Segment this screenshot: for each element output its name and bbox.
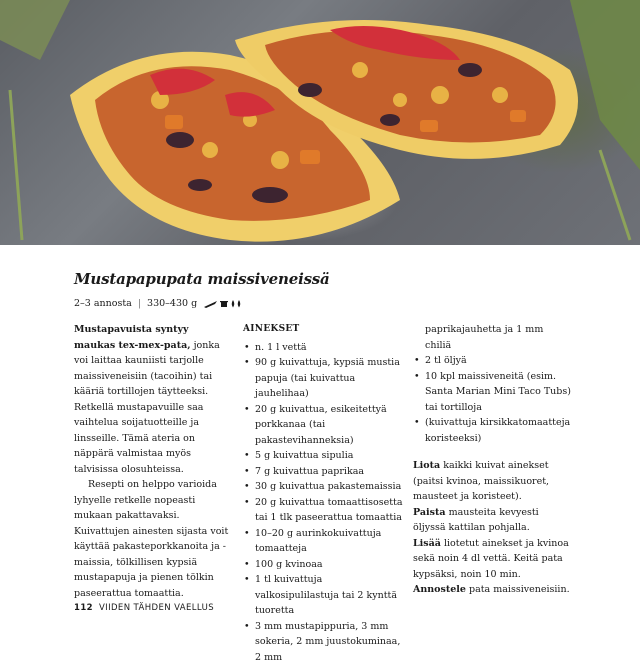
ingredient-item: • 1 tl kuivattuja valkosipulilastuja tai 2 kynttä tuoretta (243, 572, 403, 619)
step-verb: Paista (413, 507, 446, 518)
page-number: 112 (74, 603, 93, 613)
pot-icon (220, 300, 228, 308)
page-footer (74, 603, 214, 613)
step-verb: Lisää (413, 538, 441, 549)
ingredients-column (243, 322, 403, 665)
method-step (413, 505, 571, 536)
step-text: mausteita kevyesti öljyssä kattilan pohjalla. (413, 507, 539, 534)
step-text: kaikki kuivat ainekset (paitsi kvinoa, maissikuoret, mausteet ja koristeet). (413, 460, 549, 502)
ingredient-continuation: paprikajauhetta ja 1 mm chiliä (413, 322, 571, 353)
weight: 330–430 g (147, 298, 197, 309)
separator: | (136, 298, 143, 309)
ingredient-list-continued (413, 322, 571, 446)
ingredient-item: • 30 g kuivattua pakastemaissia (243, 479, 403, 495)
ingredient-item: • (kuivattuja kirsikkatomaatteja koristeeksi) (413, 415, 571, 446)
intro-text: jonka voi laittaa kauniisti tarjolle maissiveneisiin (tacoihin) tai kääriä tortillojen täytteeksi. Retkellä mustapavuille saa vaihtelua soijatuotteille ja linsseille. Tämä ateria on näppärä valmistaa myös talvisissa olosuhteissa. (74, 340, 220, 475)
recipe-photo (0, 0, 640, 245)
ingredient-item: • 3 mm mustapippuria, 3 mm sokeria, 2 mm juustokuminaa, 2 mm (243, 619, 403, 665)
book-title: VIIDEN TÄHDEN VAELLUS (99, 603, 214, 613)
ingredient-item: • 2 tl öljyä (413, 353, 571, 369)
ingredient-item: • 100 g kvinoaa (243, 557, 403, 573)
step-text: liotetut ainekset ja kvinoa sekä noin 4 dl vettä. Keitä pata kypsäksi, noin 10 min. (413, 538, 569, 580)
ingredient-item: • 5 g kuivattua sipulia (243, 448, 403, 464)
intro-lead: Mustapavuista syntyy maukas tex-mex-pata, (74, 324, 191, 351)
recipe-title: Mustapapupata maissiveneissä (74, 270, 330, 288)
step-text: pata maissiveneisiin. (466, 584, 570, 595)
ingredient-item: • n. 1 l vettä (243, 340, 403, 356)
ingredients-method-column (413, 322, 571, 598)
ingredient-item: • 7 g kuivattua paprikaa (243, 464, 403, 480)
method-step (413, 582, 571, 598)
ingredient-item: • 10–20 g aurinkokuivattuja tomaatteja (243, 526, 403, 557)
intro-paragraph (74, 322, 232, 477)
portions: 2–3 annosta (74, 298, 132, 309)
intro-column (74, 322, 232, 601)
method-step (413, 458, 571, 505)
ingredient-item: • 90 g kuivattuja, kypsiä mustia papuja (tai kuivattua jauhelihaa) (243, 355, 403, 402)
water-drops-icon (230, 300, 242, 308)
serving-info (74, 298, 242, 309)
step-verb: Liota (413, 460, 440, 471)
ingredient-item: • 20 g kuivattua, esikeitettyä porkkanaa (tai pakastevihanneksia) (243, 402, 403, 449)
intro-paragraph-2: Resepti on helppo varioida lyhyelle retkelle nopeasti mukaan pakattavaksi. Kuivattujen ainesten sijasta voit käyttää pakasteporkkanoita ja -maissia, tölkillisen kypsiä mustapapuja ja pienen tölkin paseerattua tomaattia. (74, 477, 232, 601)
ingredients-heading: AINEKSET (243, 322, 403, 338)
step-verb: Annostele (413, 584, 466, 595)
method-step (413, 536, 571, 583)
ingredient-item: • 20 g kuivattua tomaattisosetta tai 1 tlk paseerattua tomaattia (243, 495, 403, 526)
ingredient-item: • 10 kpl maissiveneitä (esim. Santa Marian Mini Taco Tubs) tai tortilloja (413, 369, 571, 416)
ingredient-list (243, 340, 403, 665)
difficulty-icons (204, 300, 242, 308)
knife-icon (204, 300, 218, 308)
